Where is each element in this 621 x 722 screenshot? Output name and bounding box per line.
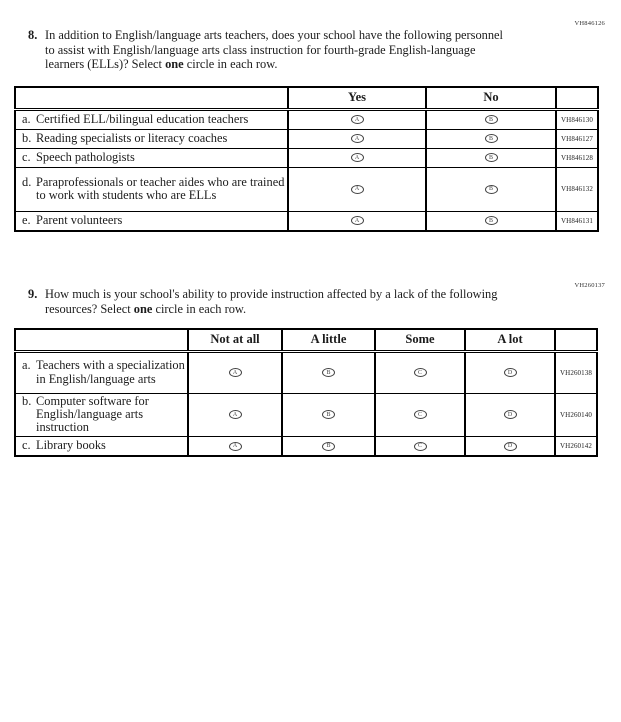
question8-text-bold: one bbox=[165, 57, 184, 71]
q9-rowc-alot-circle[interactable]: D bbox=[504, 442, 517, 451]
row-letter: e. bbox=[22, 212, 31, 227]
row-label: Speech pathologists bbox=[36, 149, 135, 164]
row-label: Paraprofessionals or teacher aides who are trained to work with students who are ELLs bbox=[36, 174, 285, 202]
table-row bbox=[15, 393, 597, 436]
table-row bbox=[15, 436, 597, 456]
q9-rowc-label-cell bbox=[15, 436, 188, 456]
q8-rowc-yes-cell bbox=[288, 148, 426, 167]
question8-text bbox=[45, 28, 513, 72]
row-label: Teachers with a specialization in English/language arts bbox=[36, 358, 185, 386]
q9-rowa-alot-circle[interactable]: D bbox=[504, 368, 517, 377]
q9-rowb-alot-circle[interactable]: D bbox=[504, 410, 517, 419]
q9-rowb-label-cell bbox=[15, 393, 188, 436]
q8-rowd-no-circle[interactable]: B bbox=[485, 185, 498, 194]
question9-table bbox=[14, 328, 598, 457]
question8-header-code-empty bbox=[556, 87, 598, 109]
table-row bbox=[15, 167, 598, 211]
question8-header-no: No bbox=[426, 87, 556, 109]
row-label: Reading specialists or literacy coaches bbox=[36, 130, 228, 145]
row-letter: d. bbox=[22, 174, 32, 189]
row-label: Computer software for English/language arts instruction bbox=[36, 393, 149, 435]
q9-rowa-alittle-circle[interactable]: B bbox=[322, 368, 335, 377]
q8-rowa-no-circle[interactable]: B bbox=[485, 115, 498, 124]
question9-text-bold: one bbox=[133, 301, 153, 316]
row-label: Certified ELL/bilingual education teachers bbox=[36, 111, 249, 126]
q8-rowc-no-cell bbox=[426, 148, 556, 167]
row-letter: b. bbox=[22, 393, 32, 408]
row-letter: a. bbox=[22, 358, 31, 373]
row-code: VH846128 bbox=[556, 148, 598, 167]
q8-rowc-no-circle[interactable]: B bbox=[485, 153, 498, 162]
question8-table bbox=[14, 86, 599, 232]
q8-rowb-label-cell bbox=[15, 129, 288, 148]
row-code: VH846130 bbox=[556, 109, 598, 129]
table-row bbox=[15, 129, 598, 148]
question8-text-post: circle in each row. bbox=[183, 57, 278, 71]
q9-rowa-alittle-cell bbox=[282, 351, 375, 393]
question9-header-alittle: A little bbox=[282, 329, 375, 351]
q8-rowd-no-cell bbox=[426, 167, 556, 211]
row-label: Library books bbox=[36, 438, 106, 453]
q9-rowb-alittle-cell bbox=[282, 393, 375, 436]
q9-rowc-some-circle[interactable]: C bbox=[414, 442, 427, 451]
q8-rowb-yes-circle[interactable]: A bbox=[351, 134, 364, 143]
row-letter: c. bbox=[22, 149, 31, 164]
q8-rowe-label-cell bbox=[15, 211, 288, 231]
question9-header-alot: A lot bbox=[465, 329, 555, 351]
row-code: VH260138 bbox=[555, 351, 597, 393]
q8-rowd-yes-cell bbox=[288, 167, 426, 211]
q9-rowb-notatall-circle[interactable]: A bbox=[229, 410, 242, 419]
q8-rowe-no-circle[interactable]: B bbox=[485, 216, 498, 225]
row-code: VH846131 bbox=[556, 211, 598, 231]
row-letter: b. bbox=[22, 130, 32, 145]
question8-header-yes: Yes bbox=[288, 87, 426, 109]
q8-rowe-no-cell bbox=[426, 211, 556, 231]
q9-rowc-some-cell bbox=[375, 436, 465, 456]
table-row bbox=[15, 351, 597, 393]
row-code: VH260142 bbox=[555, 436, 597, 456]
question9-header-notatall: Not at all bbox=[188, 329, 282, 351]
row-letter: a. bbox=[22, 111, 31, 126]
q9-rowc-alittle-cell bbox=[282, 436, 375, 456]
q8-rowb-no-circle[interactable]: B bbox=[485, 134, 498, 143]
q9-rowa-notatall-cell bbox=[188, 351, 282, 393]
q9-rowc-notatall-cell bbox=[188, 436, 282, 456]
question8-accession-code: VH846126 bbox=[574, 20, 605, 27]
q8-rowb-yes-cell bbox=[288, 129, 426, 148]
question9-text-post: circle in each row. bbox=[152, 301, 247, 316]
q8-rowa-yes-cell bbox=[288, 109, 426, 129]
question8-text-pre: In addition to English/language arts teachers, does your school have the following personnel to assist with English/language arts class instruction for fourth-grade English-language learners (ELLs)? Select bbox=[45, 28, 503, 71]
q9-rowb-some-cell bbox=[375, 393, 465, 436]
q8-rowc-yes-circle[interactable]: A bbox=[351, 153, 364, 162]
q9-rowb-some-circle[interactable]: C bbox=[414, 410, 427, 419]
q9-rowa-some-cell bbox=[375, 351, 465, 393]
table-row bbox=[15, 211, 598, 231]
q9-rowc-notatall-circle[interactable]: A bbox=[229, 442, 242, 451]
q9-rowa-notatall-circle[interactable]: A bbox=[229, 368, 242, 377]
row-letter: c. bbox=[22, 438, 31, 453]
question9-header-code-empty bbox=[555, 329, 597, 351]
question8-number: 8. bbox=[28, 28, 38, 42]
q9-rowa-label-cell bbox=[15, 351, 188, 393]
q8-rowa-no-cell bbox=[426, 109, 556, 129]
q9-rowa-some-circle[interactable]: C bbox=[414, 368, 427, 377]
question8-header-row bbox=[15, 87, 598, 109]
q8-rowc-label-cell bbox=[15, 148, 288, 167]
table-row bbox=[15, 109, 598, 129]
question9-text-pre: How much is your school's ability to provide instruction affected by a lack of the following resources? Select bbox=[45, 287, 498, 316]
q8-rowb-no-cell bbox=[426, 129, 556, 148]
q8-rowd-yes-circle[interactable]: A bbox=[351, 185, 364, 194]
q9-rowb-alot-cell bbox=[465, 393, 555, 436]
q8-rowe-yes-circle[interactable]: A bbox=[351, 216, 364, 225]
q8-rowe-yes-cell bbox=[288, 211, 426, 231]
question8 bbox=[28, 28, 513, 72]
q8-rowa-label-cell bbox=[15, 109, 288, 129]
q8-rowa-yes-circle[interactable]: A bbox=[351, 115, 364, 124]
table-row bbox=[15, 148, 598, 167]
q8-rowd-label-cell bbox=[15, 167, 288, 211]
q9-rowb-notatall-cell bbox=[188, 393, 282, 436]
question9-accession-code: VH260137 bbox=[574, 282, 605, 289]
q9-rowb-alittle-circle[interactable]: B bbox=[322, 410, 335, 419]
question9-number: 9. bbox=[28, 287, 38, 301]
q9-rowa-alot-cell bbox=[465, 351, 555, 393]
question9-text bbox=[45, 287, 513, 316]
q9-rowc-alot-cell bbox=[465, 436, 555, 456]
row-code: VH846132 bbox=[556, 167, 598, 211]
question9-header-some: Some bbox=[375, 329, 465, 351]
q9-rowc-alittle-circle[interactable]: B bbox=[322, 442, 335, 451]
question9-header-empty bbox=[15, 329, 188, 351]
question9-header-row bbox=[15, 329, 597, 351]
row-code: VH260140 bbox=[555, 393, 597, 436]
question8-header-empty bbox=[15, 87, 288, 109]
question9 bbox=[28, 287, 513, 316]
row-code: VH846127 bbox=[556, 129, 598, 148]
row-label: Parent volunteers bbox=[36, 212, 123, 227]
